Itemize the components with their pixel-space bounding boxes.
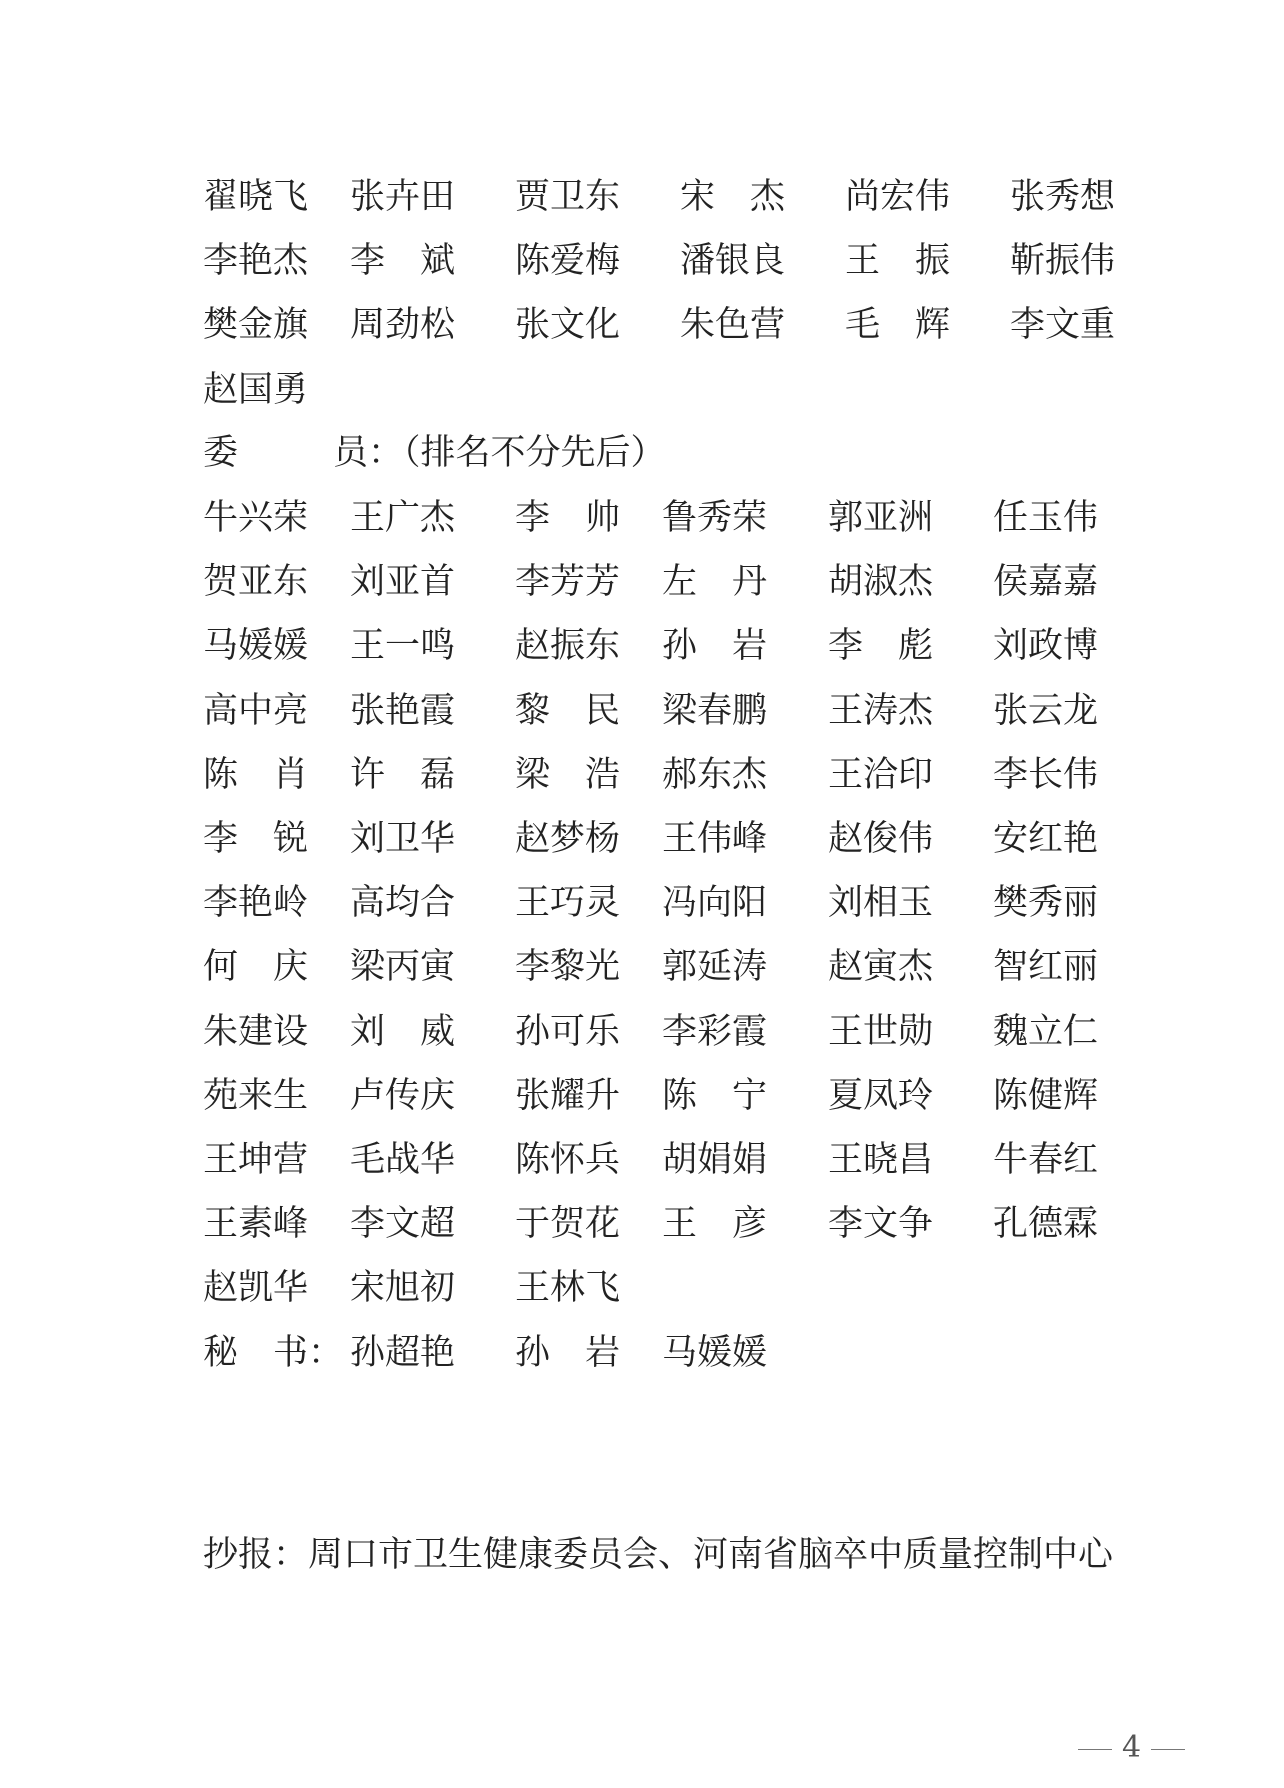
person-name: 尚宏伟: [845, 177, 951, 217]
members-label-b: 员：: [333, 433, 404, 473]
person-name: 宋 杰: [680, 177, 786, 217]
secretary-label: 秘 书：: [203, 1333, 344, 1373]
person-name: 周劲松: [350, 305, 456, 346]
person-name: 李彩霞: [662, 1011, 768, 1052]
person-name: 张耀升: [515, 1075, 621, 1116]
person-name: 刘卫华: [350, 819, 456, 859]
person-name: 孙 岩: [662, 626, 768, 667]
person-name: 李文争: [828, 1204, 934, 1245]
person-name: 许 磊: [350, 754, 456, 795]
person-name: 潘银良: [680, 241, 786, 282]
person-name: 黎 民: [515, 690, 621, 731]
person-name: 李 帅: [515, 498, 621, 538]
person-name: 魏立仁: [993, 1011, 1099, 1052]
secretary-name: 马媛媛: [662, 1333, 768, 1373]
person-name: 任玉伟: [993, 498, 1099, 538]
person-name: 王广杰: [350, 498, 456, 538]
person-name: 毛 辉: [845, 305, 951, 346]
person-name: 张云龙: [993, 690, 1099, 731]
members-row: [0, 557, 1284, 607]
person-name: 赵凯华: [203, 1268, 309, 1309]
person-name: 卢传庆: [350, 1075, 456, 1116]
person-name: 孔德霖: [993, 1204, 1099, 1245]
person-name: 朱色营: [680, 305, 786, 346]
person-name: 贺亚东: [203, 562, 309, 603]
person-name: 梁 浩: [515, 754, 621, 795]
members-row: [0, 1263, 1284, 1313]
secretary-row: [0, 1328, 1284, 1378]
person-name: 李文超: [350, 1204, 456, 1245]
members-row: [0, 686, 1284, 736]
person-name: 苑来生: [203, 1075, 309, 1116]
person-name: 王素峰: [203, 1204, 309, 1245]
page-number-value: 4: [1122, 1730, 1142, 1765]
members-row: [0, 1007, 1284, 1057]
members-label-a: 委: [203, 433, 239, 473]
members-row: [0, 493, 1284, 543]
person-name: 张秀想: [1010, 177, 1116, 217]
person-name: 陈爱梅: [515, 241, 621, 282]
person-name: 王伟峰: [662, 819, 768, 859]
person-name: 王涛杰: [828, 690, 934, 731]
person-name: 张文化: [515, 305, 621, 346]
person-name: 刘亚首: [350, 562, 456, 603]
person-name: 安红艳: [993, 819, 1099, 859]
person-name: 郝东杰: [662, 754, 768, 795]
members-row: [0, 942, 1284, 992]
person-name: 郭延涛: [662, 947, 768, 988]
person-name: 樊金旗: [203, 305, 309, 346]
person-name: 赵梦杨: [515, 819, 621, 859]
members-heading: [203, 428, 666, 478]
person-name: 王洽印: [828, 754, 934, 795]
person-name: 李艳杰: [203, 241, 309, 282]
person-name: 鲁秀荣: [662, 498, 768, 538]
person-name: 于贺花: [515, 1204, 621, 1245]
person-name: 胡淑杰: [828, 562, 934, 603]
members-row: [0, 878, 1284, 928]
person-name: 贾卫东: [515, 177, 621, 217]
person-name: 牛春红: [993, 1140, 1099, 1180]
members-note: （排名不分先后）: [403, 433, 666, 473]
person-name: 张艳霞: [350, 690, 456, 731]
person-name: 赵国勇: [203, 369, 309, 410]
person-name: 梁丙寅: [350, 947, 456, 988]
person-name: 毛战华: [350, 1140, 456, 1180]
person-name: 刘政博: [993, 626, 1099, 667]
person-name: 梁春鹏: [662, 690, 768, 731]
members-row: [0, 621, 1284, 671]
person-name: 牛兴荣: [203, 498, 309, 538]
cc-line: 抄报：周口市卫生健康委员会、河南省脑卒中质量控制中心: [203, 1535, 1114, 1575]
person-name: 冯向阳: [662, 883, 768, 924]
members-row: [0, 1071, 1284, 1121]
person-name: 孙可乐: [515, 1011, 621, 1052]
person-name: 王世勋: [828, 1011, 934, 1052]
person-name: 张卉田: [350, 177, 456, 217]
members-row: [0, 814, 1284, 864]
members-row: [0, 1199, 1284, 1249]
person-name: 胡娟娟: [662, 1140, 768, 1180]
person-name: 李 锐: [203, 819, 309, 859]
members-row: [0, 750, 1284, 800]
person-name: 左 丹: [662, 562, 768, 603]
person-name: 王坤营: [203, 1140, 309, 1180]
person-name: 陈 肖: [203, 754, 309, 795]
person-name: 陈 宁: [662, 1075, 768, 1116]
person-name: 陈健辉: [993, 1075, 1099, 1116]
person-name: 李 彪: [828, 626, 934, 667]
person-name: 何 庆: [203, 947, 309, 988]
person-name: 王 振: [845, 241, 951, 282]
person-name: 陈怀兵: [515, 1140, 621, 1180]
person-name: 翟晓飞: [203, 177, 309, 217]
person-name: 李黎光: [515, 947, 621, 988]
person-name: 朱建设: [203, 1011, 309, 1052]
person-name: 李 斌: [350, 241, 456, 282]
secretary-name: 孙 岩: [515, 1333, 621, 1373]
person-name: 智红丽: [993, 947, 1099, 988]
person-name: 赵寅杰: [828, 947, 934, 988]
person-name: 赵俊伟: [828, 819, 934, 859]
person-name: 高中亮: [203, 690, 309, 731]
person-name: 王巧灵: [515, 883, 621, 924]
person-name: 靳振伟: [1010, 241, 1116, 282]
page-number: [1068, 1730, 1195, 1765]
person-name: 侯嘉嘉: [993, 562, 1099, 603]
person-name: 马媛媛: [203, 626, 309, 667]
person-name: 宋旭初: [350, 1268, 456, 1309]
person-name: 李长伟: [993, 754, 1099, 795]
leaders-row: [0, 236, 1284, 286]
person-name: 王 彦: [662, 1204, 768, 1245]
person-name: 刘相玉: [828, 883, 934, 924]
person-name: 夏凤玲: [828, 1075, 934, 1116]
person-name: 李文重: [1010, 305, 1116, 346]
person-name: 郭亚洲: [828, 498, 934, 538]
person-name: 王晓昌: [828, 1140, 934, 1180]
leaders-row: [0, 300, 1284, 350]
secretary-name: 孙超艳: [350, 1333, 456, 1373]
person-name: 王一鸣: [350, 626, 456, 667]
person-name: 李艳岭: [203, 883, 309, 924]
person-name: 刘 威: [350, 1011, 456, 1052]
leaders-row: [0, 365, 1284, 415]
person-name: 樊秀丽: [993, 883, 1099, 924]
person-name: 高均合: [350, 883, 456, 924]
person-name: 李芳芳: [515, 562, 621, 603]
person-name: 王林飞: [515, 1268, 621, 1309]
person-name: 赵振东: [515, 626, 621, 667]
leaders-row: [0, 172, 1284, 222]
members-row: [0, 1135, 1284, 1185]
